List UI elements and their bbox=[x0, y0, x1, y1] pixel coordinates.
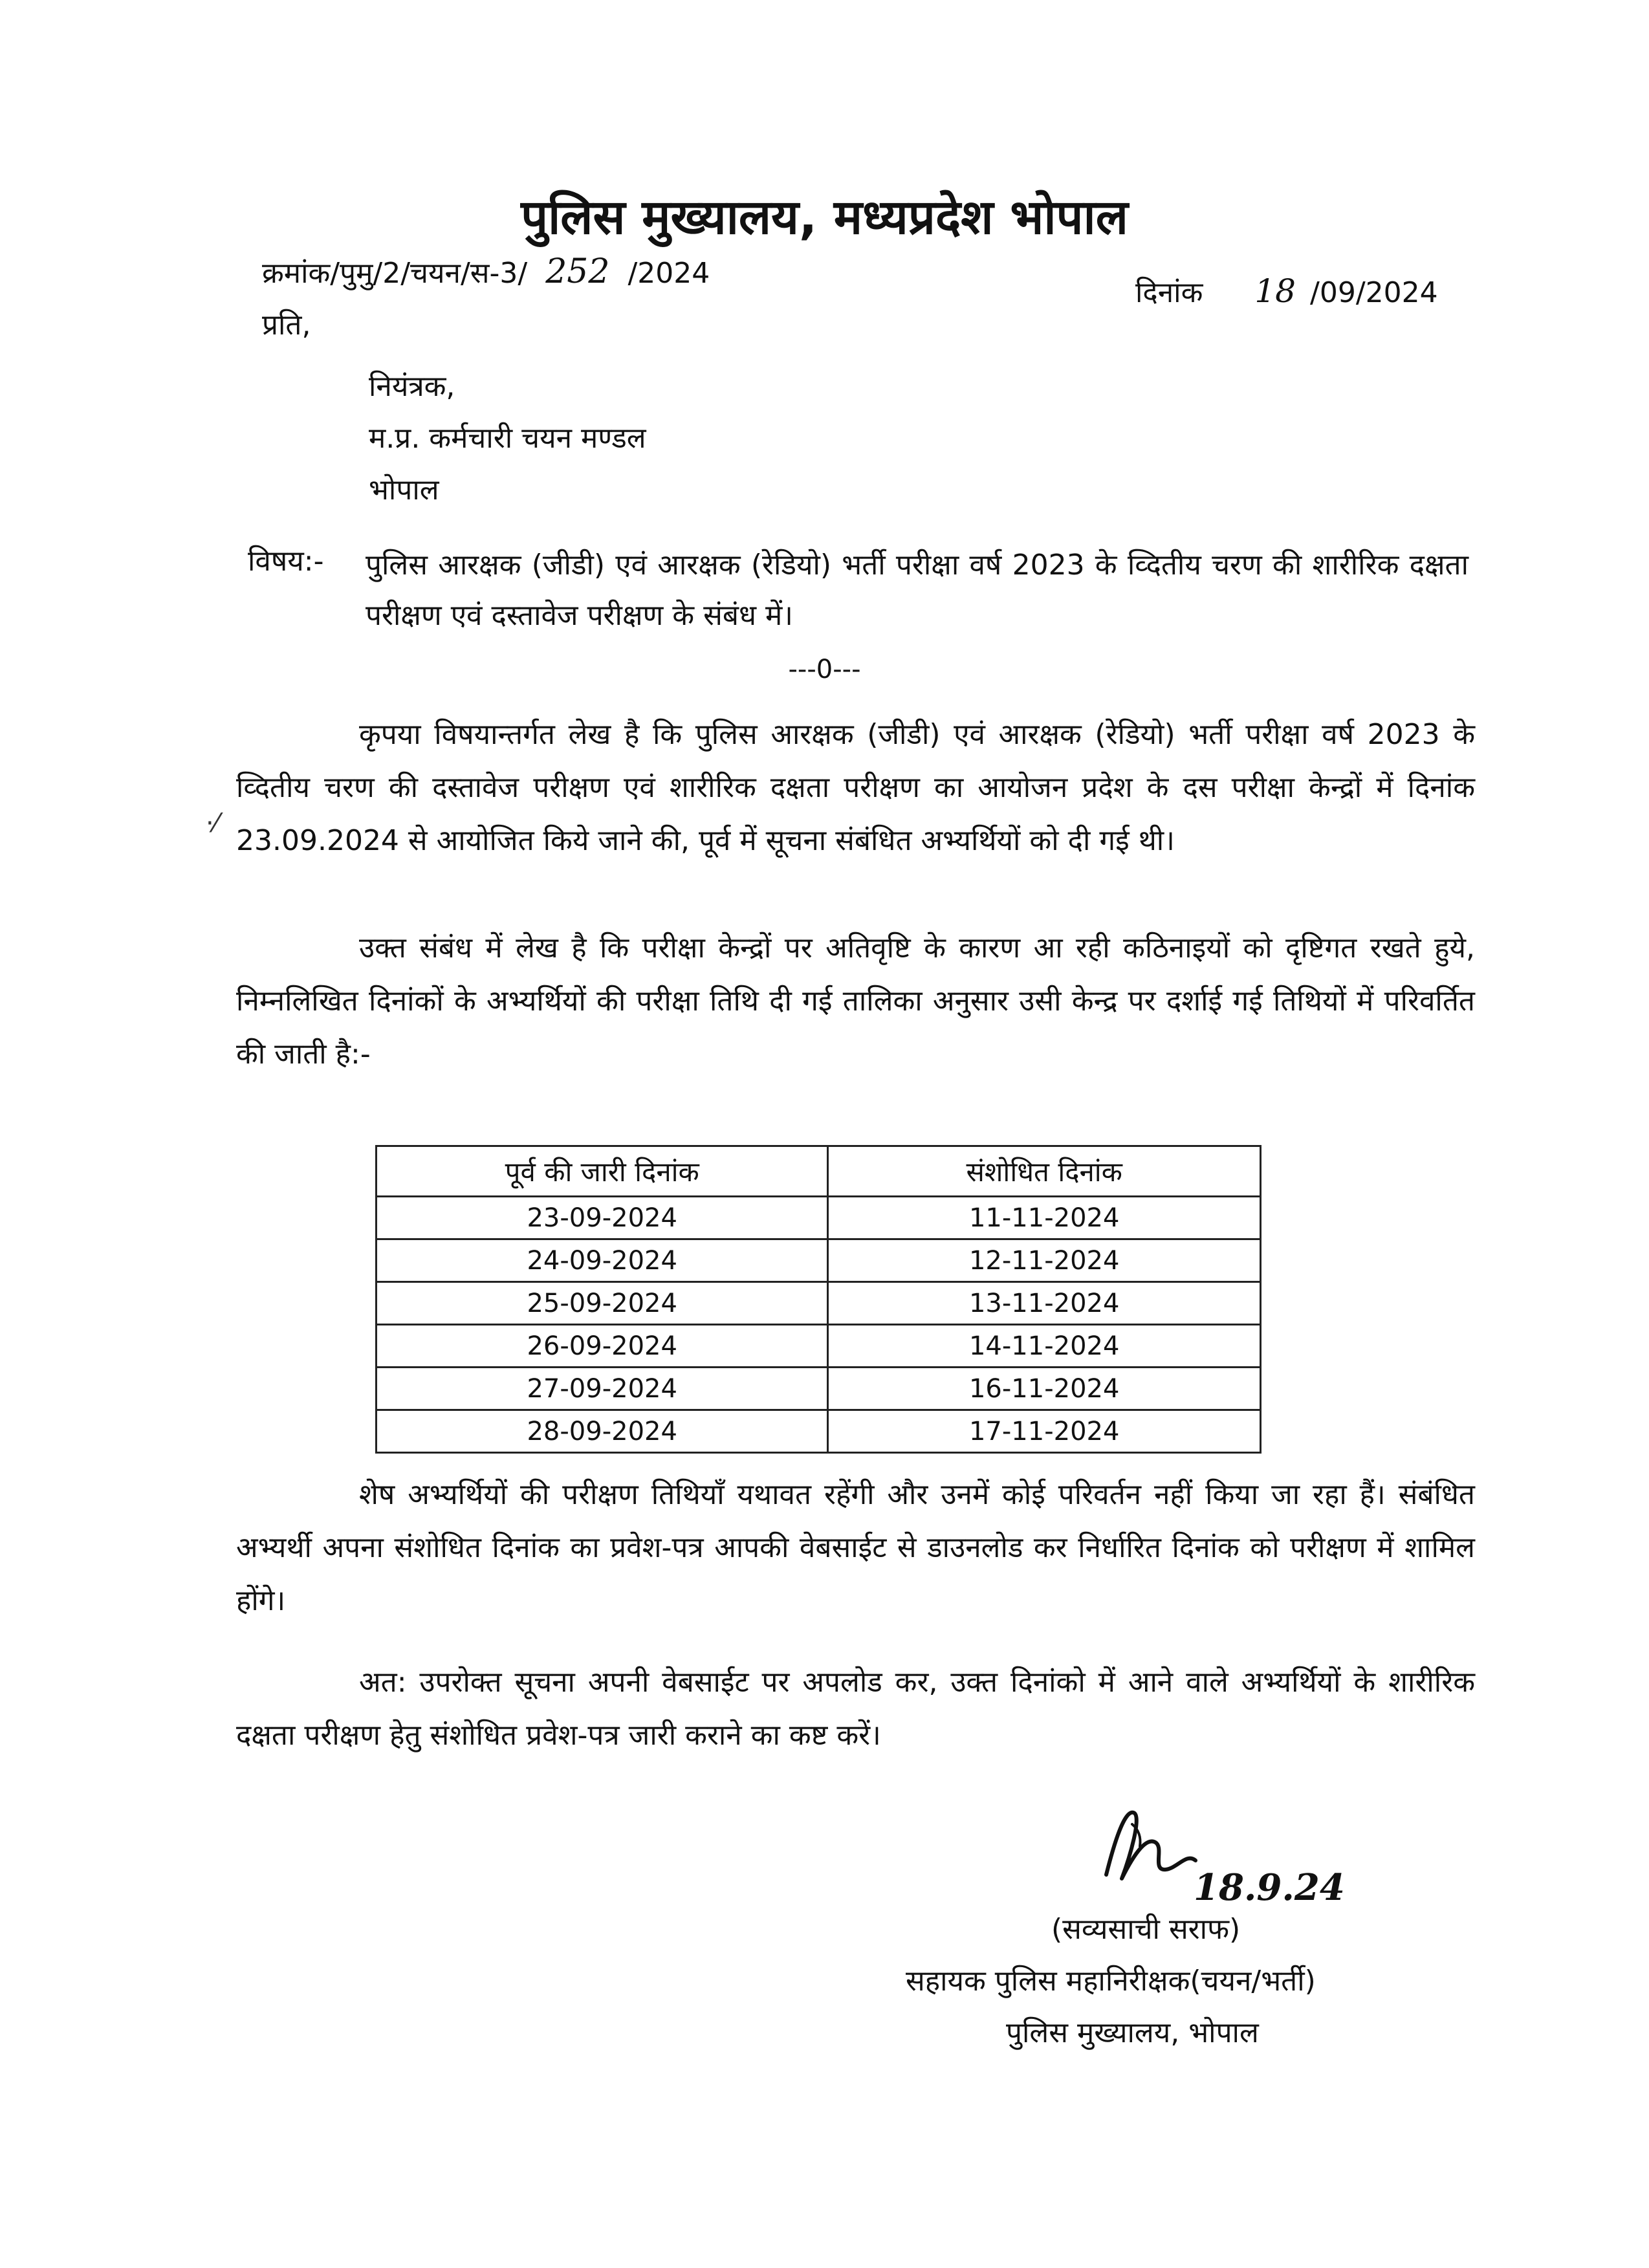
date-day-handwritten: 18 bbox=[1254, 272, 1296, 310]
previous-date-cell: 23-09-2024 bbox=[377, 1197, 828, 1239]
margin-mark: ·⁄ bbox=[206, 809, 219, 838]
recipient-prefix: प्रति, bbox=[262, 309, 311, 342]
previous-date-cell: 25-09-2024 bbox=[377, 1282, 828, 1325]
previous-date-cell: 24-09-2024 bbox=[377, 1239, 828, 1282]
ref-suffix: /2024 bbox=[628, 257, 710, 290]
reference-number bbox=[262, 252, 710, 291]
previous-date-cell: 28-09-2024 bbox=[377, 1410, 828, 1453]
body-paragraph-1: कृपया विषयान्तर्गत लेख है कि पुलिस आरक्षक (जीडी) एवं आरक्षक (रेडियो) भर्ती परीक्षा वर्ष 2023 के व्दितीय चरण की दस्तावेज परीक्षण एवं शारीरिक दक्षता परीक्षण का आयोजन प्रदेश के दस परीक्षा केन्द्रों में दिनांक 23.09.2024 से आयोजित किये जाने की, पूर्व में सूचना संबंधित अभ्यर्थियों को दी गई थी। bbox=[236, 718, 1475, 857]
body-paragraph-3: शेष अभ्यर्थियों की परीक्षण तिथियाँ यथावत रहेंगी और उनमें कोई परिवर्तन नहीं किया जा रहा हैं। संबंधित अभ्यर्थी अपना संशोधित दिनांक का प्रवेश-पत्र आपकी वेबसाईट से डाउनलोड कर निर्धारित दिनांक को परीक्षण में शामिल होंगे। bbox=[236, 1478, 1475, 1617]
signature-date-handwritten: 18.9.24 bbox=[1194, 1866, 1345, 1909]
recipient-line-3: भोपाल bbox=[369, 474, 439, 507]
recipient-line-1: नियंत्रक, bbox=[369, 370, 455, 403]
date-label: दिनांक bbox=[1135, 276, 1203, 309]
table-row bbox=[377, 1325, 1261, 1368]
body-paragraph-4: अत: उपरोक्त सूचना अपनी वेबसाईट पर अपलोड कर, उक्त दिनांको में आने वाले अभ्यर्थियों के शारीरिक दक्षता परीक्षण हेतु संशोधित प्रवेश-पत्र जारी कराने का कष्ट करें। bbox=[236, 1666, 1475, 1752]
header-previous-date: पूर्व की जारी दिनांक bbox=[377, 1146, 828, 1197]
revised-dates-table bbox=[375, 1145, 1261, 1454]
table-row bbox=[377, 1239, 1261, 1282]
subject-label: विषय:- bbox=[248, 545, 324, 578]
revised-date-cell: 11-11-2024 bbox=[828, 1197, 1261, 1239]
separator: ---0--- bbox=[788, 655, 861, 684]
letter-date bbox=[1135, 272, 1438, 311]
revised-date-cell: 12-11-2024 bbox=[828, 1239, 1261, 1282]
table-row bbox=[377, 1410, 1261, 1453]
previous-date-cell: 27-09-2024 bbox=[377, 1368, 828, 1410]
revised-date-cell: 13-11-2024 bbox=[828, 1282, 1261, 1325]
letterhead-title: पुलिस मुख्यालय, मध्यप्रदेश भोपाल bbox=[521, 190, 1128, 245]
body-paragraph-2: उक्त संबंध में लेख है कि परीक्षा केन्द्रों पर अतिवृष्टि के कारण आ रही कठिनाइयों को दृष्टिगत रखते हुये, निम्नलिखित दिनांकों के अभ्यर्थियों की परीक्षा तिथि दी गई तालिका अनुसार उसी केन्द्र पर दर्शाई गई तिथियों में परिवर्तित की जाती है:- bbox=[236, 932, 1475, 1071]
header-revised-date: संशोधित दिनांक bbox=[828, 1146, 1261, 1197]
signatory-office: पुलिस मुख्यालय, भोपाल bbox=[1006, 2016, 1259, 2049]
table-header-row bbox=[377, 1146, 1261, 1197]
subject-text: पुलिस आरक्षक (जीडी) एवं आरक्षक (रेडियो) भर्ती परीक्षा वर्ष 2023 के व्दितीय चरण की शारीरिक दक्षता परीक्षण एवं दस्तावेज परीक्षण के संबंध में। bbox=[366, 549, 1469, 632]
date-suffix: /09/2024 bbox=[1310, 276, 1438, 309]
ref-prefix: क्रमांक/पुमु/2/चयन/स-3/ bbox=[262, 257, 528, 290]
revised-date-cell: 16-11-2024 bbox=[828, 1368, 1261, 1410]
recipient-line-2: म.प्र. कर्मचारी चयन मण्डल bbox=[369, 422, 646, 455]
revised-date-cell: 14-11-2024 bbox=[828, 1325, 1261, 1368]
ref-number-handwritten: 252 bbox=[545, 252, 610, 291]
revised-date-cell: 17-11-2024 bbox=[828, 1410, 1261, 1453]
previous-date-cell: 26-09-2024 bbox=[377, 1325, 828, 1368]
signatory-name: (सव्यसाची सराफ) bbox=[1051, 1913, 1241, 1946]
table-row bbox=[377, 1282, 1261, 1325]
table-row bbox=[377, 1368, 1261, 1410]
table-row bbox=[377, 1197, 1261, 1239]
signatory-designation: सहायक पुलिस महानिरीक्षक(चयन/भर्ती) bbox=[906, 1965, 1316, 1998]
